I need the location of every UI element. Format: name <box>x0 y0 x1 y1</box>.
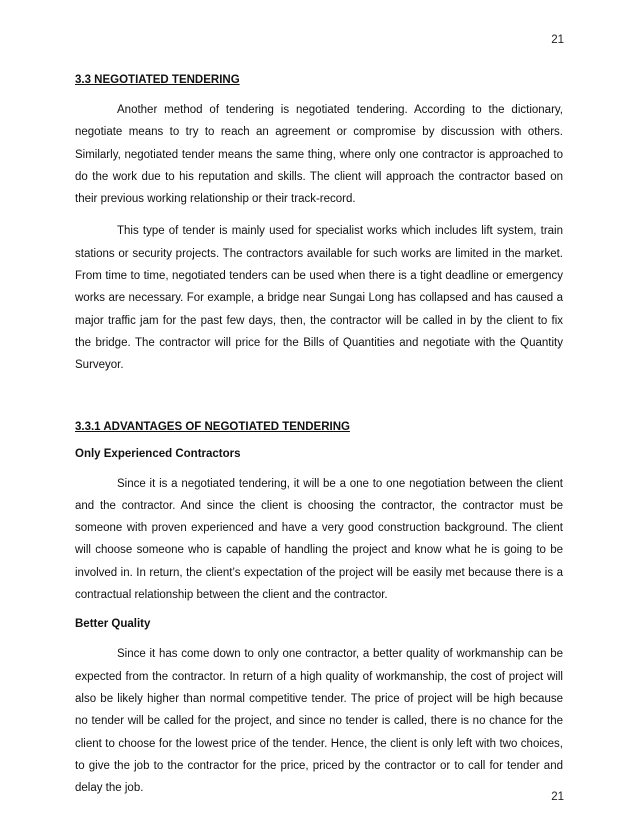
section-heading: 3.3 NEGOTIATED TENDERING <box>75 74 240 86</box>
page-content <box>75 72 563 799</box>
item-title: Only Experienced Contractors <box>75 447 241 460</box>
item-title: Better Quality <box>75 618 151 631</box>
paragraph: Another method of tendering is negotiated tendering. According to the dictionary, negotiate means to try to reach an agreement or compromise by discussion with others. Similarly, negotiated tender means the same thing, where only one contractor is approached to do the work due to his reputation and skills. The client will approach the contractor based on their previous working relationship or their track-record. <box>75 104 563 206</box>
page-number-top: 21 <box>551 34 564 46</box>
paragraph: Since it is a negotiated tendering, it will be a one to one negotiation between the client and the contractor. And since the client is choosing the contractor, the contractor must be someone with proven experienced and have a very good construction background. The client will choose someone who is capable of handling the project and know what he is going to be involved in. In return, the client’s expectation of the project will be easily met because there is a contractual relationship between the client and the contractor. <box>75 477 563 602</box>
paragraph: Since it has come down to only one contractor, a better quality of workmanship can be expected from the contractor. In return of a high quality of workmanship, the cost of project will also be likely higher than normal competitive tender. The price of project will be high because no tender will be called for the project, and since no tender is called, there is no chance for the client to choose for the lowest price of the tender. Hence, the client is only left with two choices, to give the job to the contractor for the price, priced by the contractor or to call for tender and delay the job. <box>75 648 563 795</box>
paragraph: This type of tender is mainly used for specialist works which includes lift system, train stations or security projects. The contractors available for such works are limited in the market. From time to time, negotiated tenders can be used when there is a tight deadline or emergency works are necessary. For example, a bridge near Sungai Long has collapsed and has caused a major traffic jam for the past few days, then, the contractor will be called in by the client to fix the bridge. The contractor will price for the Bills of Quantities and negotiate with the Quantity Surveyor. <box>75 225 563 372</box>
page-number-bottom: 21 <box>551 791 564 803</box>
subsection-heading: 3.3.1 ADVANTAGES OF NEGOTIATED TENDERING <box>75 420 350 433</box>
